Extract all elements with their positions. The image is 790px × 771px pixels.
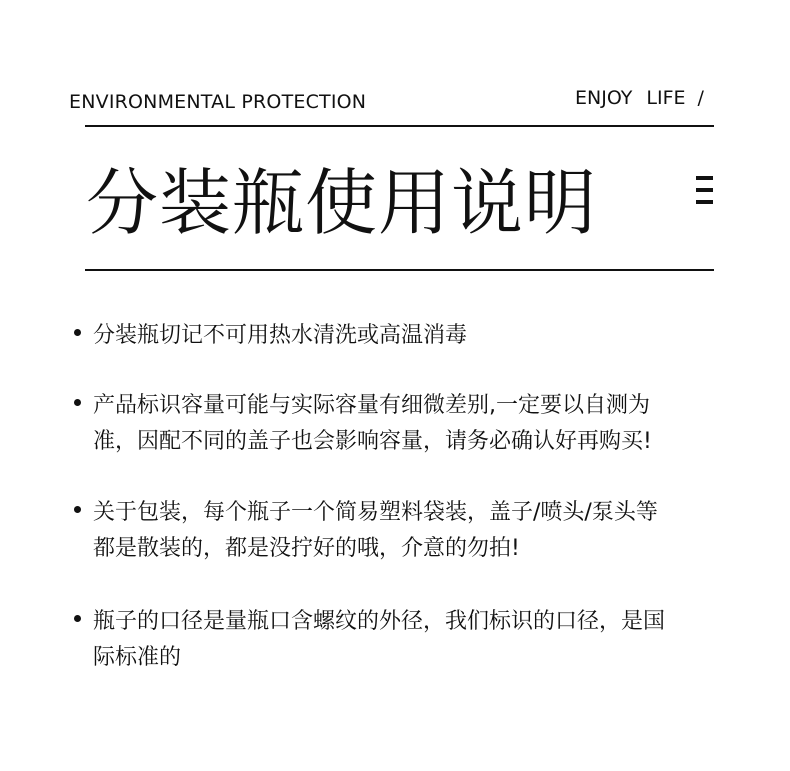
header-right-label — [575, 87, 704, 109]
bullet-icon — [74, 329, 81, 336]
note-text — [93, 388, 724, 460]
note-line: 际标准的 — [93, 645, 182, 670]
list-item — [74, 388, 724, 460]
note-line: 分装瓶切记不可用热水清洗或高温消毒 — [93, 323, 468, 348]
enjoy-life-text: ENJOY LIFE — [575, 87, 686, 109]
note-line: 产品标识容量可能与实际容量有细微差别,一定要以自测为 — [93, 393, 650, 418]
note-text — [93, 495, 724, 567]
note-text — [93, 318, 724, 354]
note-line: 准，因配不同的盖子也会影响容量，请务必确认好再购买! — [93, 429, 652, 454]
list-item — [74, 318, 724, 354]
note-line: 关于包装，每个瓶子一个简易塑料袋装，盖子/喷头/泵头等 — [93, 500, 658, 525]
top-divider — [85, 125, 714, 127]
bullet-icon — [74, 399, 81, 406]
header-left-label: ENVIRONMENTAL PROTECTION — [69, 91, 367, 113]
list-item — [74, 604, 724, 676]
list-item — [74, 495, 724, 567]
slash-text: / — [697, 87, 704, 109]
note-line: 瓶子的口径是量瓶口含螺纹的外径，我们标识的口径，是国 — [93, 609, 666, 634]
note-line: 都是散装的，都是没拧好的哦，介意的勿拍! — [93, 536, 520, 561]
bullet-icon — [74, 615, 81, 622]
page-title: 分装瓶使用说明 — [86, 161, 598, 245]
note-text — [93, 604, 724, 676]
bottom-divider — [85, 269, 714, 271]
menu-icon — [696, 176, 713, 206]
bullet-icon — [74, 506, 81, 513]
